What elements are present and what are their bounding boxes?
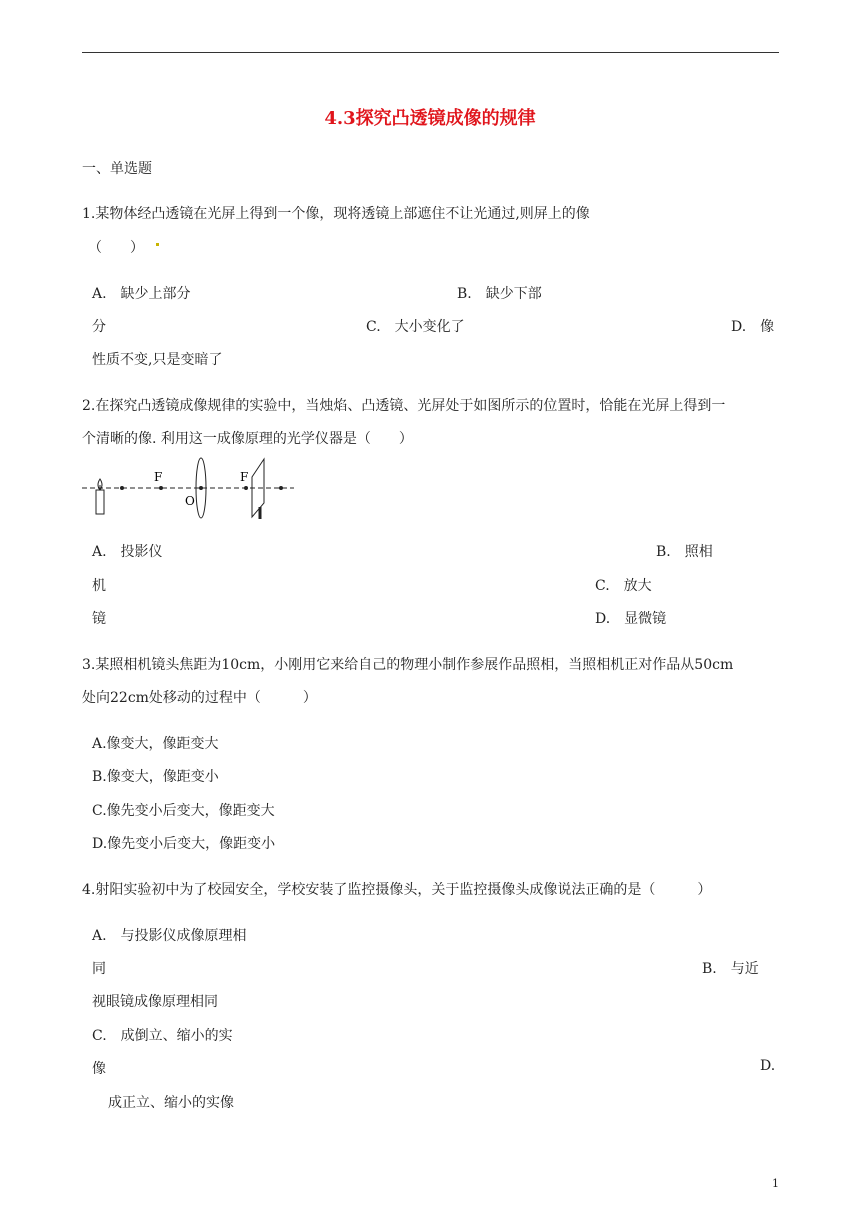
q2-option-b-cont: 机 [92,578,106,594]
q4-option-c-cont: 像 [92,1061,106,1077]
q3-option-a: A.像变大，像距变大 [92,736,219,752]
q2-stem-line1: 2.在探究凸透镜成像规律的实验中，当烛焰、凸透镜、光屏处于如图所示的位置时，恰能在光屏上得到一 [82,398,726,414]
page-number: 1 [772,1177,779,1190]
q3-stem-line2: 处向22cm处移动的过程中（ ） [82,690,317,706]
q4-option-d-cont: 成正立、缩小的实像 [108,1095,234,1111]
q1-option-c: C. 大小变化了 [366,319,465,335]
q4-option-a-cont: 同 [92,961,106,977]
header-rule [82,52,779,53]
q4-option-d: D. [760,1058,776,1074]
q3-option-d: D.像先变小后变大，像距变小 [92,836,276,852]
q4-option-b: B. 与近 [702,961,759,977]
q1-option-d-cont: 性质不变,只是变暗了 [92,352,223,368]
q2-option-d: D. 显微镜 [595,611,667,627]
q2-option-a: A. 投影仪 [92,544,163,560]
q4-option-a: A. 与投影仪成像原理相 [92,928,247,944]
q3-stem-line1: 3.某照相机镜头焦距为10cm，小刚用它来给自己的物理小制作参展作品照相，当照相机正对作品从50cm [82,657,734,673]
section-heading: 一、单选题 [82,161,152,177]
q4-stem: 4.射阳实验初中为了校园安全，学校安装了监控摄像头，关于监控摄像头成像说法正确的是（ ） [82,882,712,898]
q3-option-b: B.像变大，像距变小 [92,769,219,785]
q2-stem-line2: 个清晰的像. 利用这一成像原理的光学仪器是（ ） [82,431,413,447]
q2-option-b: B. 照相 [656,544,713,560]
label-o: O [185,494,195,508]
q1-paren: （ ） [88,240,144,256]
q4-option-b-cont: 视眼镜成像原理相同 [92,994,218,1010]
point-2f-right [279,486,283,490]
q1-option-d: D. 像 [731,319,775,335]
point-f-right [244,486,248,490]
q1-stem: 1.某物体经凸透镜在光屏上得到一个像，现将透镜上部遮住不让光通过,则屏上的像 [82,206,590,222]
q1-option-b-cont: 分 [92,319,106,335]
q4-option-c: C. 成倒立、缩小的实 [92,1028,233,1044]
page-title: 4.3探究凸透镜成像的规律 [324,108,536,129]
label-f-left: F [154,470,163,484]
q1-option-b: B. 缺少下部 [457,286,542,302]
stray-mark [156,243,159,246]
label-f-right: F [240,470,249,484]
point-2f-left [120,486,124,490]
q2-option-c-cont: 镜 [92,611,106,627]
q1-option-a: A. 缺少上部分 [92,286,191,302]
point-optical-center [199,486,203,490]
q2-option-c: C. 放大 [595,578,652,594]
point-f-left [159,486,163,490]
candle-icon [96,490,104,514]
q3-option-c: C.像先变小后变大，像距变大 [92,803,275,819]
optics-diagram [82,455,302,525]
